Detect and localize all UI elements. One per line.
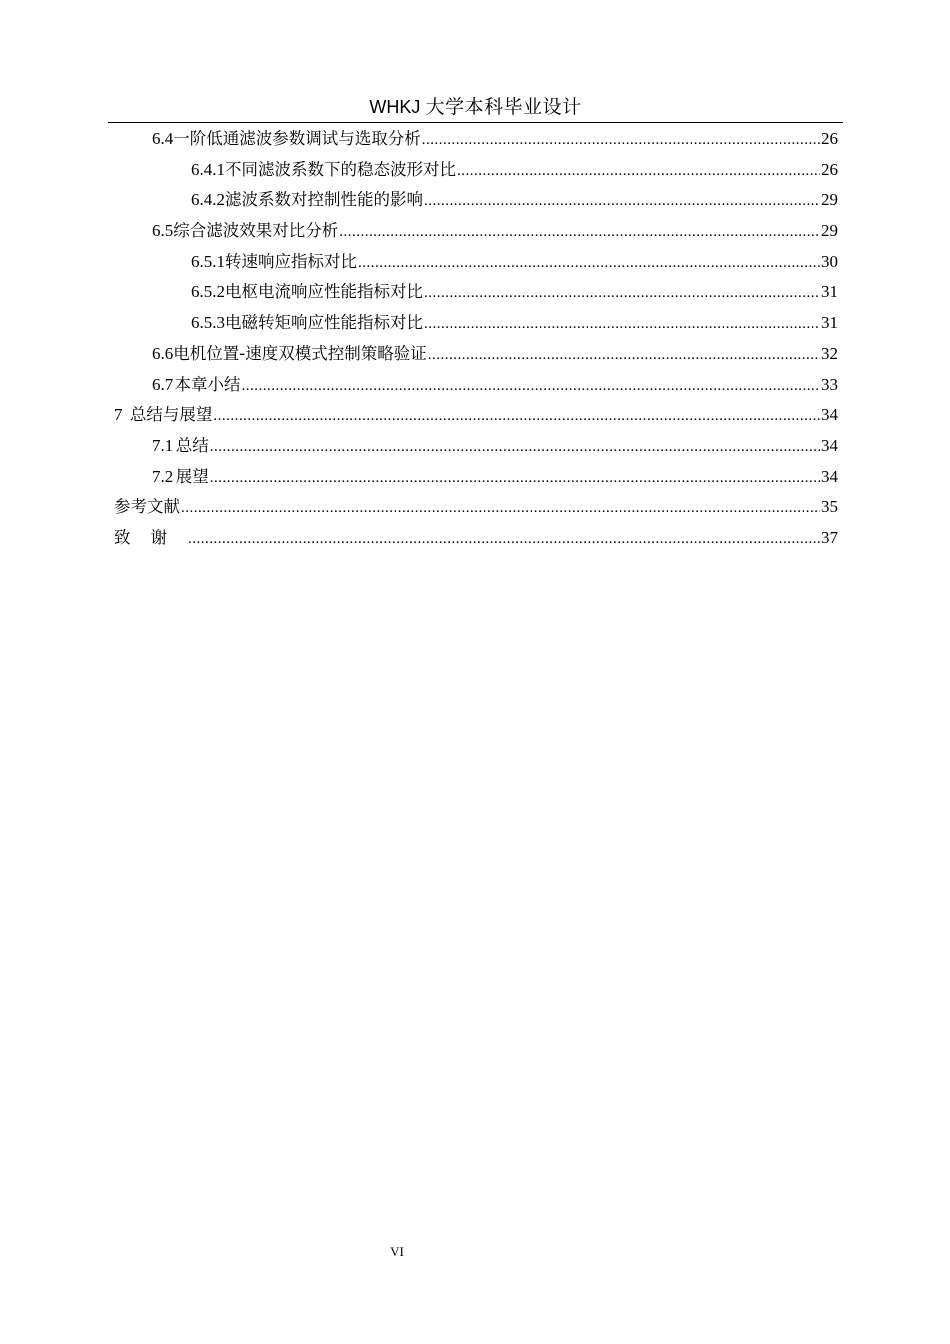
- toc-page: 37: [821, 527, 838, 547]
- toc-number: 6.4: [152, 129, 174, 148]
- toc-leader: [339, 217, 820, 248]
- toc-entry-6-5[interactable]: [114, 216, 838, 247]
- header-rule: [108, 122, 843, 123]
- toc-title: 电枢电流响应性能指标对比: [225, 282, 423, 302]
- toc-number: 6.5: [152, 221, 174, 241]
- toc-title: 综合滤波效果对比分析: [173, 221, 339, 241]
- page-footer: [0, 1242, 794, 1262]
- toc-title: 不同滤波系数下的稳态波形对比: [225, 159, 456, 179]
- toc-leader: [422, 125, 820, 156]
- toc-number: 6.6: [152, 343, 174, 363]
- toc-entry-6-5-1[interactable]: [114, 247, 838, 278]
- toc-leader: [358, 248, 820, 279]
- toc-title: 总结: [175, 435, 209, 455]
- toc-title: 参考文献: [114, 497, 180, 517]
- toc-title: 电机位置-速度双模式控制策略验证: [173, 343, 427, 363]
- toc-number: 7.1: [152, 435, 174, 455]
- toc-entry-7-2[interactable]: [114, 462, 838, 493]
- toc-leader: [428, 340, 820, 371]
- toc-entry-7[interactable]: [114, 400, 838, 431]
- toc-number: 7.2: [152, 466, 174, 486]
- toc-title: 电磁转矩响应性能指标对比: [225, 313, 423, 333]
- toc-page: 26: [821, 159, 838, 179]
- toc-page: 29: [821, 221, 838, 241]
- toc-number: 6.5.2: [191, 282, 225, 302]
- toc-title: 总结与展望: [129, 405, 213, 425]
- toc-number: 6.4.1: [191, 159, 225, 179]
- toc-title: 滤波系数对控制性能的影响: [225, 190, 423, 210]
- toc-leader: [424, 186, 820, 217]
- toc-page: 34: [821, 466, 838, 486]
- table-of-contents: [114, 124, 838, 554]
- toc-page: 29: [821, 190, 838, 210]
- toc-page: 32: [821, 343, 838, 363]
- header-latin: WHKJ: [369, 97, 421, 117]
- toc-leader: [210, 432, 820, 463]
- toc-number: 6.5.3: [191, 313, 225, 333]
- toc-number: 6.7: [152, 374, 174, 394]
- page-header: [108, 94, 843, 120]
- toc-entry-acknowledgements[interactable]: [114, 523, 838, 554]
- toc-leader: [424, 309, 820, 340]
- toc-entry-6-5-2[interactable]: [114, 277, 838, 308]
- toc-entry-7-1[interactable]: [114, 431, 838, 462]
- toc-leader: [210, 463, 820, 494]
- toc-leader: [457, 156, 820, 187]
- toc-entry-6-5-3[interactable]: [114, 308, 838, 339]
- toc-page: 30: [821, 251, 838, 271]
- toc-leader: [181, 493, 820, 524]
- toc-title: 展望: [175, 466, 209, 486]
- toc-entry-references[interactable]: [114, 492, 838, 523]
- toc-entry-6-7[interactable]: [114, 370, 838, 401]
- toc-page: 31: [821, 282, 838, 302]
- toc-entry-6-4-1[interactable]: [114, 155, 838, 186]
- toc-page: 35: [821, 497, 838, 517]
- toc-title: 一阶低通滤波参数调试与选取分析: [173, 129, 421, 148]
- toc-page: 34: [821, 405, 838, 425]
- toc-number: 6.4.2: [191, 190, 225, 210]
- toc-entry-6-4[interactable]: [114, 124, 838, 155]
- page-number: VI: [390, 1244, 404, 1259]
- toc-leader: [242, 371, 820, 402]
- toc-entry-6-6[interactable]: [114, 339, 838, 370]
- toc-page: 31: [821, 313, 838, 333]
- toc-leader: [213, 401, 820, 432]
- toc-title: 转速响应指标对比: [225, 251, 357, 271]
- toc-entry-6-4-2[interactable]: [114, 185, 838, 216]
- header-title: 大学本科毕业设计: [425, 97, 582, 118]
- toc-title: 致谢: [114, 527, 187, 547]
- toc-number: 7: [114, 405, 123, 425]
- toc-page: 26: [821, 129, 838, 148]
- toc-page: 34: [821, 435, 838, 455]
- toc-leader: [188, 524, 820, 555]
- toc-page: 33: [821, 374, 838, 394]
- toc-title: 本章小结: [174, 374, 241, 394]
- toc-leader: [424, 278, 820, 309]
- toc-number: 6.5.1: [191, 251, 225, 271]
